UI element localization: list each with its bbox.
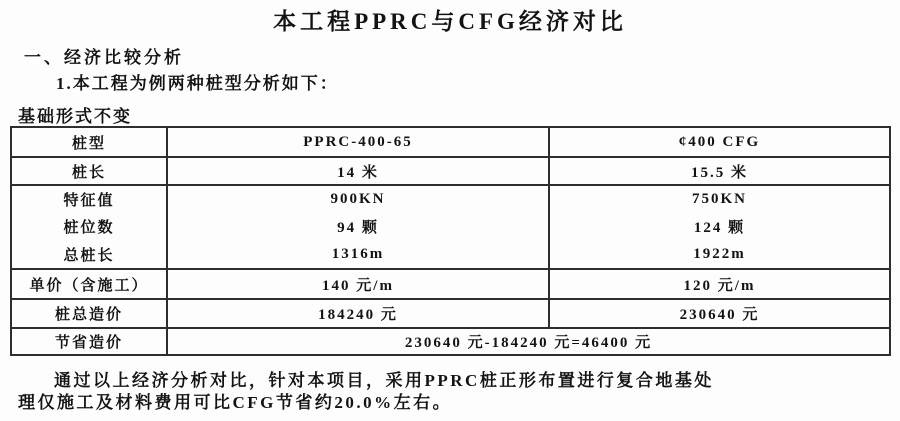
value-total-length-pprc: 1316m [331, 245, 385, 262]
conclusion-line-1: 通过以上经济分析对比，针对本项目，采用PPRC桩正形布置进行复合地基处 [54, 371, 714, 390]
cell-total-cost-label: 桩总造价 [12, 298, 166, 327]
cell-group-labels [12, 184, 166, 268]
cell-pile-type-label: 桩型 [71, 135, 106, 152]
value-total-length-cfg: 1922m [693, 245, 746, 262]
cell-savings-label: 节省造价 [12, 327, 166, 354]
section-heading: 一、经济比较分析 [24, 48, 184, 67]
cell-pile-length-label: 桩长 [12, 156, 166, 184]
cell-pile-type-cfg: ¢400 CFG [548, 128, 889, 156]
conclusion-line-2: 理仅施工及材料费用可比CFG节省约20.0%左右。 [18, 393, 453, 412]
cell-total-cost-pprc: 184240 元 [166, 298, 548, 327]
cell-pile-length-pprc: 14 米 [166, 156, 548, 184]
cell-total-cost-cfg: 230640 元 [548, 298, 889, 327]
table-caption: 基础形式不变 [18, 107, 132, 126]
cell-group-cfg [548, 184, 889, 268]
label-pile-count: 桩位数 [63, 220, 115, 237]
cell-unit-price-cfg: 120 元/m [548, 268, 889, 298]
label-total-pile-length: 总桩长 [63, 247, 115, 264]
comparison-table [10, 126, 891, 356]
value-pile-count-pprc: 94 颗 [337, 220, 379, 237]
cell-pile-type-pprc: PPRC-400-65 [166, 128, 548, 156]
cell-savings-value: 230640 元-184240 元=46400 元 [166, 327, 889, 354]
value-pile-count-cfg: 124 颗 [693, 220, 746, 237]
document-title: 本工程PPRC与CFG经济对比 [273, 9, 627, 34]
cell-group-pprc [166, 184, 548, 268]
cell-unit-price-label: 单价（含施工） [12, 268, 166, 298]
conclusion-paragraph [18, 370, 884, 414]
value-characteristic-pprc: 900KN [330, 191, 386, 208]
value-characteristic-cfg: 750KN [692, 191, 747, 208]
cell-unit-price-pprc: 140 元/m [166, 268, 548, 298]
cell-pile-length-cfg: 15.5 米 [548, 156, 889, 184]
label-characteristic-value: 特征值 [63, 193, 115, 210]
sub-heading: 1.本工程为例两种桩型分析如下： [56, 74, 339, 93]
